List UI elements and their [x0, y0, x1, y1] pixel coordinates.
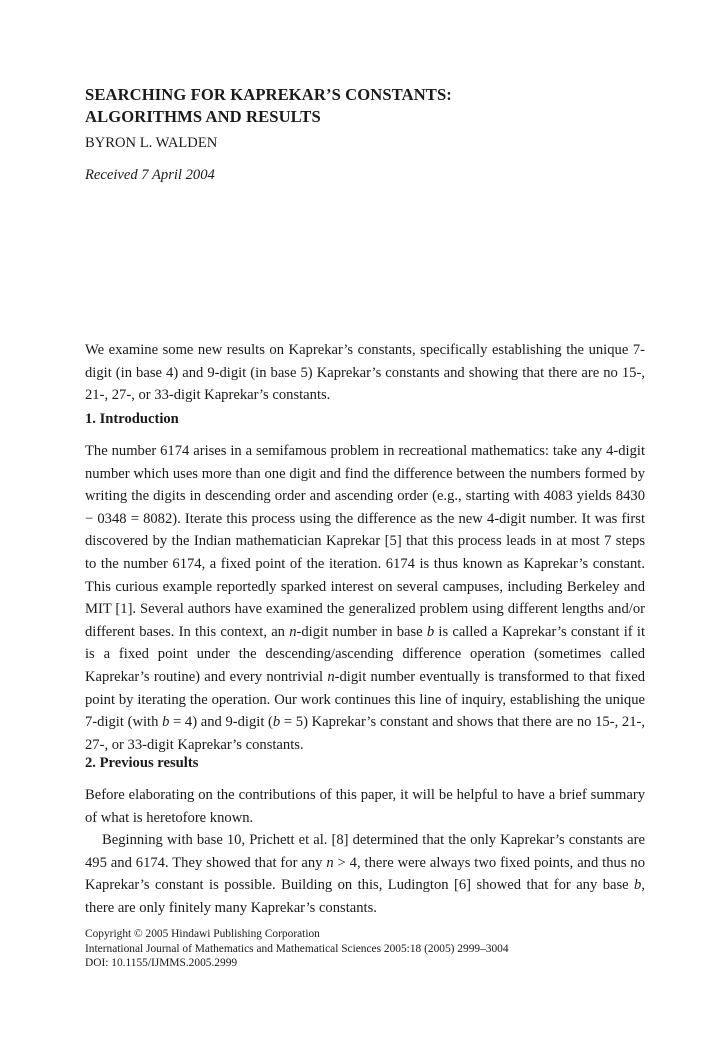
previous-results-paragraph-2 — [85, 829, 645, 919]
paper-title-line-1: SEARCHING FOR KAPREKAR’S CONSTANTS: — [85, 85, 452, 104]
introduction-paragraph — [85, 440, 645, 756]
math-var-n: n — [289, 623, 297, 640]
text-run: , there are only finitely many Kaprekar’s constants. — [85, 877, 645, 916]
text-run: = 5) Kaprekar’s constant and shows that there are no 15-, 21-, 27-, or 33-digit Kaprekar’s constants. — [85, 714, 645, 753]
copyright-notice: Copyright © 2005 Hindawi Publishing Corporation — [85, 928, 320, 940]
section-heading-previous-results: 2. Previous results — [85, 755, 199, 771]
math-var-b: b — [162, 714, 170, 731]
math-var-b: b — [272, 714, 281, 731]
section-previous-results — [85, 752, 645, 920]
author-name: BYRON L. WALDEN — [85, 135, 218, 151]
publication-footer — [85, 927, 645, 971]
section-heading-introduction: 1. Introduction — [85, 411, 179, 427]
text-run: Beginning with base 10, Prichett et al. [8] determined that the only Kaprekar’s constants are 495 and 6174. They showed that for any — [85, 832, 645, 871]
text-run: -digit number in base — [296, 623, 427, 640]
text-run: The number 6174 arises in a semifamous problem in recreational mathematics: take any 4-digit number which uses more than one digit and find the difference between the numbers formed by writing the digits in descending order and ascending order (e.g., starting with 4083 yields 8430 − 0348 = 8082). Iterate this process using the difference as the new 4-digit number. It was first discovered by the Indian mathematician Kaprekar [5] that this process leads in at most 7 steps to the number 6174, a fixed point of the iteration. 6174 is thus known as Kaprekar’s constant. This curious example reportedly sparked interest on several campuses, including Berkeley and MIT [1]. Several authors have examined the generalized problem using different lengths and/or different bases. In this context, an — [85, 443, 645, 640]
text-run: = 4) and 9-digit ( — [169, 714, 273, 731]
math-var-b: b — [426, 623, 435, 640]
received-date: Received 7 April 2004 — [85, 167, 215, 183]
text-run: > 4, there were always two fixed points, and thus no Kaprekar’s constant is possible. Building on this, Ludington [6] showed that for any base — [85, 854, 645, 894]
doi-link[interactable]: DOI: 10.1155/IJMMS.2005.2999 — [85, 957, 238, 970]
math-var-n: n — [327, 668, 335, 685]
math-var-b: b — [634, 877, 642, 894]
text-run: is called a Kaprekar’s constant if it is a fixed point under the descending/ascending difference operation (sometimes called Kaprekar’s routine) and every nontrivial — [85, 623, 645, 685]
text-run: -digit number eventually is transformed to that fixed point by iterating the operation. Our work continues this line of inquiry, establishing the unique 7-digit (with — [85, 668, 645, 731]
paper-title-line-2: ALGORITHMS AND RESULTS — [85, 107, 321, 126]
journal-citation: International Journal of Mathematics and Mathematical Sciences 2005:18 (2005) 2999–3004 — [85, 942, 509, 955]
math-var-n: n — [326, 854, 334, 871]
paper-title — [85, 84, 645, 128]
abstract: We examine some new results on Kaprekar’s constants, specifically establishing the unique 7-digit (in base 4) and 9-digit (in base 5) Kaprekar’s constants and showing that there are no 15-, 21-, 27-, or 33-digit Kaprekar’s constants. — [85, 342, 645, 404]
section-introduction — [85, 408, 645, 756]
previous-results-paragraph-1: Before elaborating on the contributions of this paper, it will be helpful to have a brief summary of what is heretofore known. — [85, 787, 645, 826]
